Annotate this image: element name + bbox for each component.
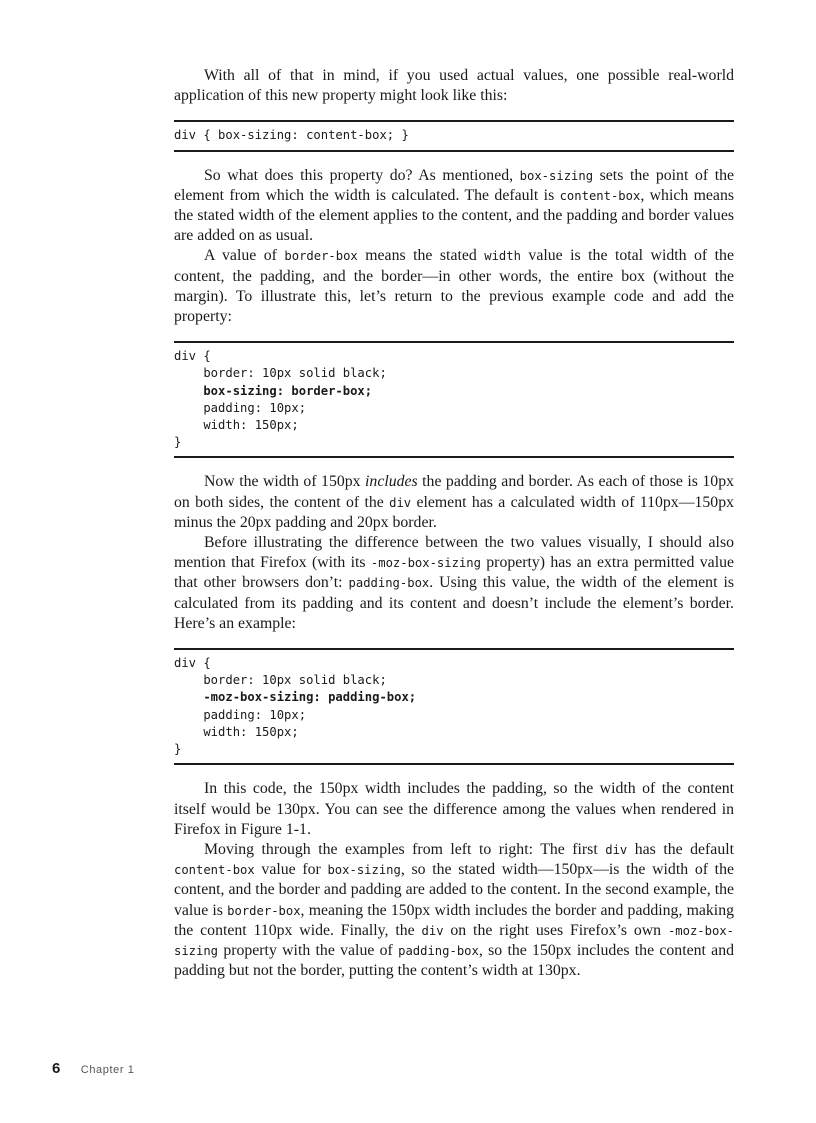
code-line: box-sizing: border-box; [174, 383, 373, 398]
text-run: means the stated [357, 247, 485, 265]
inline-code: border-box [227, 903, 301, 918]
text-run: Now the width of 150px [204, 473, 366, 491]
paragraph-intro [174, 66, 734, 106]
text-run: . Using this value, the width of the element is calculated from its padding and its content and doesn’t include the element’s border. Here’s an example: [174, 574, 734, 632]
inline-code: div [605, 842, 628, 857]
emphasis-text: includes [365, 473, 418, 491]
text-run: Before illustrating the difference between the two values visually, I should also mention that Firefox (with its [174, 534, 734, 572]
code-line: padding: 10px; [174, 400, 307, 415]
paragraph-left-to-right [174, 840, 734, 981]
code-block-content-box [174, 120, 734, 151]
inline-code: box-sizing [327, 863, 401, 878]
code-line: width: 150px; [174, 724, 299, 739]
inline-code: -moz-box-sizing [174, 923, 734, 958]
text-run: Moving through the examples from left to right: The first [204, 840, 606, 858]
inline-code: -moz-box-sizing [370, 556, 481, 571]
code-line: width: 150px; [174, 418, 299, 433]
code-block-border-box [174, 341, 734, 458]
text-run: property) has an extra permitted value that other browsers don’t: [174, 554, 734, 592]
paragraph-what-it-does [174, 166, 734, 247]
paragraph-border-box [174, 246, 734, 327]
inline-code: border-box [284, 249, 358, 264]
text-run: With all of that in mind, if you used actual values, one possible real-world application of this new property might look like this: [174, 67, 734, 105]
inline-code: padding-box [398, 943, 479, 958]
code-line: div { [174, 349, 211, 364]
code-line: padding: 10px; [174, 707, 307, 722]
code-line: div { [174, 656, 211, 671]
text-run: value is the total width of the content, the padding, and the border—in other words, the entire box (without the margin). To illustrate this, let’s return to the previous example code and add the property: [174, 247, 734, 326]
inline-code: width [484, 249, 521, 264]
text-run: , meaning the 150px width includes the border and padding, making the content 110px wide. Finally, the [174, 901, 734, 939]
code-block-padding-box [174, 648, 734, 765]
inline-code: content-box [559, 188, 641, 203]
paragraph-in-this-code [174, 779, 734, 840]
text-run: on the right uses Firefox’s own [443, 921, 668, 939]
text-run: So what does this property do? As mentioned, [204, 166, 520, 184]
code-line: -moz-box-sizing: padding-box; [174, 690, 417, 705]
text-run: sets the point of the element from which the width is calculated. The default is [174, 166, 735, 204]
code-line: } [174, 742, 182, 757]
text-run: the padding and border. As each of those is 10px on both sides, the content of the [174, 473, 734, 511]
text-run: has the default [627, 840, 734, 858]
text-run: property with the value of [218, 941, 399, 959]
text-run: element has a calculated width of 110px—150px minus the 20px padding and 20px border. [174, 493, 734, 531]
page-number: 6 [52, 1060, 61, 1077]
inline-code: div [421, 923, 444, 938]
inline-code: padding-box [348, 576, 430, 591]
text-run: A value of [204, 247, 285, 265]
inline-code: div [389, 495, 412, 510]
paragraph-includes [174, 472, 734, 533]
text-run: In this code, the 150px width includes the padding, so the width of the content itself would be 130px. You can see the difference among the values when rendered in Firefox in Figure 1-1. [174, 780, 734, 838]
page-footer [52, 1060, 135, 1078]
inline-code: box-sizing [519, 168, 594, 183]
code-line: border: 10px solid black; [174, 366, 387, 381]
chapter-label: Chapter 1 [80, 1064, 135, 1076]
paragraph-firefox [174, 533, 734, 634]
text-run: , which means the stated width of the element applies to the content, and the padding and border values are added on as usual. [174, 186, 734, 245]
text-run: , so the stated width—150px—is the width of the content, and the border and padding are added to the content. In the second example, the value is [174, 861, 734, 919]
code-line: border: 10px solid black; [174, 673, 387, 688]
text-run: value for [254, 861, 328, 879]
code-line: } [174, 435, 182, 450]
text-run: , so the 150px includes the content and padding but not the border, putting the content’s width at 130px. [174, 941, 734, 980]
page-body [174, 66, 734, 981]
code-line: div { box-sizing: content-box; } [174, 128, 409, 143]
inline-code: content-box [174, 863, 255, 878]
